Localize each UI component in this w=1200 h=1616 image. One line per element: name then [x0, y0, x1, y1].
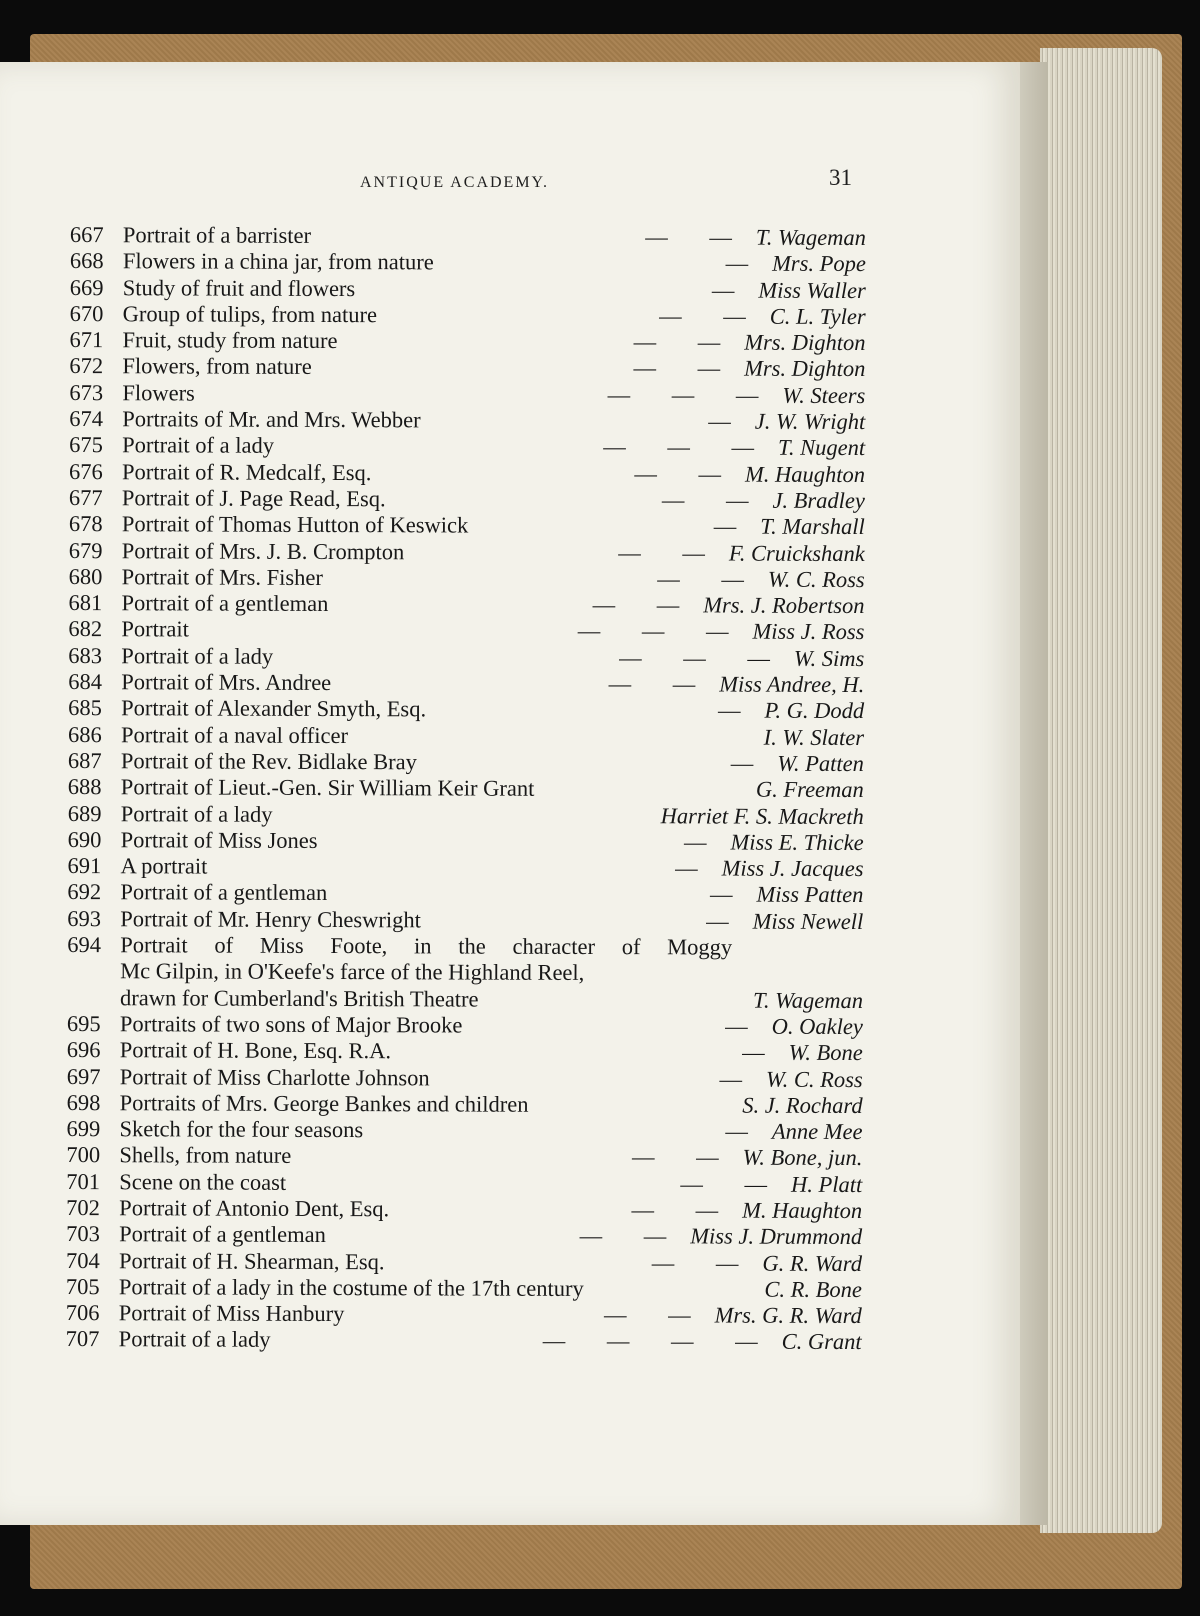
entry-dashes: — — — [577, 618, 747, 645]
entry-number: 690 [67, 826, 102, 852]
entry-dashes: — [725, 1118, 766, 1144]
entry-number: 676 [68, 458, 103, 484]
entry-title: Portrait of Mrs. J. B. Crompton [121, 537, 405, 564]
entry-number: 677 [68, 484, 103, 511]
entry-number: 668 [69, 248, 104, 274]
entry-number: 688 [67, 774, 102, 800]
entry-title-line-1 [120, 932, 732, 961]
entry-number: 692 [67, 879, 102, 905]
entry-dashes: — [683, 829, 725, 855]
entry-title: Portrait of a lady [122, 432, 275, 459]
entry-number: 683 [68, 642, 103, 668]
entry-dashes: — [713, 513, 755, 539]
catalogue-entry-694 [67, 932, 863, 1014]
entry-artist: M. Haughton [744, 461, 866, 487]
catalogue-entry [67, 853, 863, 882]
entry-number: 667 [69, 222, 104, 248]
entry-artist: Miss J. Jacques [721, 855, 864, 882]
entry-dashes: — — [633, 355, 739, 382]
entry-dashes: — [725, 1013, 766, 1039]
entry-title: Study of fruit and flowers [122, 274, 356, 301]
entry-artist: Miss Waller [758, 277, 866, 303]
entry-title: Portrait of Miss Charlotte Johnson [119, 1063, 430, 1090]
catalogue-entry [69, 564, 865, 593]
entry-number: 685 [68, 695, 102, 721]
catalogue-entry [67, 1037, 863, 1066]
entry-dashes: — — [680, 1171, 786, 1197]
entry-title: Portraits of two sons of Major Brooke [119, 1011, 463, 1038]
catalogue-entry [68, 643, 864, 672]
entry-artist: Miss Newell [752, 908, 864, 934]
entry-dashes: — — [618, 539, 723, 566]
entry-artist: Mrs. Pope [772, 250, 866, 277]
entry-artist: H. Platt [791, 1171, 863, 1197]
entry-dashes: — [711, 277, 753, 303]
entry-dashes: — — [579, 1223, 685, 1249]
entry-title-word: Portrait [120, 932, 188, 958]
entry-title-word: Moggy [667, 934, 733, 960]
entry-title: Portrait of Antonio Dent, Esq. [119, 1195, 390, 1222]
catalogue-entry [68, 695, 864, 724]
entry-dashes: — — [608, 671, 714, 697]
catalogue-entry [66, 1116, 862, 1145]
entry-title: Portrait of Mrs. Fisher [121, 564, 323, 590]
catalogue-entry [69, 406, 865, 435]
entry-artist: W. Bone, jun. [742, 1144, 863, 1171]
catalogue-list [66, 222, 866, 1356]
entry-number: 707 [65, 1326, 100, 1352]
entry-number: 684 [68, 669, 103, 695]
entry-dashes: — — [659, 303, 764, 329]
entry-dashes: — [709, 881, 751, 908]
catalogue-entry [69, 459, 865, 488]
catalogue-entry [68, 774, 864, 803]
entry-number: 700 [66, 1142, 101, 1168]
entry-number: 674 [69, 406, 104, 432]
entry-title: Portrait of Thomas Hutton of Keswick [121, 511, 469, 538]
page-edges [1040, 48, 1162, 1533]
entry-number: 672 [69, 353, 104, 379]
page-number: 31 [829, 165, 852, 190]
entry-number: 691 [67, 853, 102, 879]
entry-number: 675 [69, 432, 103, 458]
entry-title: Portrait of Lieut.-Gen. Sir William Keir Grant [120, 774, 535, 802]
entry-artist: W. Bone [788, 1039, 863, 1066]
entry-number: 696 [66, 1037, 101, 1063]
entry-artist: Miss J. Drummond [690, 1223, 863, 1250]
entry-title: Portrait of a gentleman [121, 590, 329, 617]
entry-title: Portrait of H. Bone, Esq. R.A. [119, 1037, 392, 1064]
entry-dashes: — — [592, 592, 698, 618]
running-head: ANTIQUE ACADEMY. [360, 174, 550, 191]
entry-artist: T. Nugent [777, 435, 866, 461]
entry-artist: Miss Andree, H. [719, 671, 865, 698]
entry-number: 678 [68, 511, 103, 537]
entry-dashes: — — [661, 487, 767, 513]
catalogue-entry [70, 248, 866, 277]
entry-dashes: — [719, 1066, 761, 1092]
catalogue-entry [66, 1274, 862, 1303]
entry-artist: S. J. Rochard [742, 1092, 863, 1118]
entry-artist: J. Bradley [772, 487, 865, 514]
entry-title: Portrait of Miss Jones [120, 827, 318, 853]
catalogue-entry [68, 748, 864, 777]
entry-dashes: — — [634, 460, 740, 487]
entry-title: Portrait of a barrister [122, 222, 312, 248]
entry-title-word: in [414, 933, 432, 959]
entry-title: Portrait of H. Shearman, Esq. [118, 1247, 385, 1274]
entry-number: 701 [66, 1168, 101, 1194]
catalogue-entry [68, 722, 864, 751]
entry-artist: W. C. Ross [767, 566, 865, 592]
entry-title: Portrait of a lady [120, 800, 273, 827]
entry-title: Portrait of Miss Hanbury [118, 1300, 345, 1327]
entry-title: Portrait of R. Medcalf, Esq. [121, 458, 372, 485]
entry-artist: Harriet F. S. Mackreth [660, 802, 864, 829]
catalogue-entry [67, 1063, 863, 1092]
entry-artist: G. R. Ward [762, 1250, 863, 1276]
catalogue-entry [69, 432, 865, 461]
entry-title: Portrait of a lady [118, 1326, 271, 1353]
entry-artist: Miss Patten [756, 882, 864, 908]
entry-title: Portrait of a lady [121, 642, 274, 669]
entry-artist: T. Wageman [755, 224, 866, 251]
catalogue-entry [66, 1142, 862, 1171]
catalogue-entry [66, 1300, 862, 1329]
entry-artist: T. Wageman [752, 987, 864, 1013]
entry-title-word: of [621, 934, 641, 960]
entry-title: Flowers in a china jar, from nature [122, 248, 434, 275]
entry-title-line-3: drawn for Cumberland's British Theatre [119, 984, 479, 1012]
entry-number: 694 [67, 932, 102, 958]
catalogue-entry [70, 275, 866, 304]
entry-title-word: the [458, 933, 486, 959]
entry-artist: W. Steers [782, 382, 866, 408]
entry-number: 693 [67, 905, 102, 931]
entry-title-word: of [214, 932, 234, 958]
catalogue-entry [67, 906, 863, 935]
catalogue-entry [69, 511, 865, 540]
entry-dashes: — — — [603, 434, 773, 461]
catalogue-entry [66, 1221, 862, 1250]
entry-dashes: — — [631, 1197, 737, 1223]
catalogue-entry [66, 1248, 862, 1277]
entry-title: Flowers [122, 379, 195, 406]
entry-artist: F. Cruickshank [728, 540, 865, 566]
entry-title: Flowers, from nature [122, 353, 312, 380]
entry-title: Portrait of Mr. Henry Cheswright [120, 905, 421, 933]
entry-dashes: — — [604, 1302, 709, 1328]
entry-number: 699 [66, 1116, 101, 1142]
entry-artist: M. Haughton [742, 1197, 863, 1224]
entry-dashes: — [717, 697, 759, 723]
catalogue-entry [68, 669, 864, 698]
entry-dashes: — — [631, 1144, 737, 1170]
entry-artist: I. W. Slater [763, 724, 865, 750]
entry-number: 706 [65, 1300, 100, 1326]
catalogue-entry [69, 538, 865, 567]
catalogue-entry [67, 879, 863, 908]
entry-number: 686 [67, 721, 102, 747]
entry-number: 669 [69, 274, 104, 300]
entry-title: Portrait of the Rev. Bidlake Bray [120, 748, 417, 775]
catalogue-entry [67, 1090, 863, 1119]
entry-dashes: — — — — [542, 1328, 776, 1355]
entry-number: 679 [68, 537, 103, 563]
entry-artist: P. G. Dodd [764, 698, 865, 724]
entry-number: 673 [69, 379, 104, 405]
catalogue-entry [68, 801, 864, 830]
entry-artist: J. W. Wright [754, 408, 866, 435]
entry-number: 695 [66, 1010, 101, 1037]
entry-dashes: — [730, 750, 772, 776]
entry-title: Portrait of Mrs. Andree [121, 669, 332, 696]
entry-dashes: — — [645, 224, 750, 250]
catalogue-entry [68, 590, 864, 619]
entry-number: 687 [67, 747, 102, 774]
entry-title: Portrait [121, 616, 189, 642]
entry-title: Shells, from nature [119, 1142, 292, 1169]
entry-number: 702 [66, 1194, 101, 1221]
entry-title: Sketch for the four seasons [119, 1116, 364, 1143]
entry-dashes: — [706, 908, 747, 934]
entry-artist: T. Marshall [760, 513, 865, 540]
entry-artist: Mrs. Dighton [744, 329, 866, 356]
entry-dashes: — [708, 408, 749, 434]
entry-artist: O. Oakley [771, 1013, 863, 1039]
catalogue-entry [69, 485, 865, 514]
entry-title-word: Foote, [330, 933, 388, 959]
entry-title: Portraits of Mrs. George Bankes and children [119, 1089, 529, 1117]
entry-dashes: — — [657, 566, 762, 592]
catalogue-entry [67, 1011, 863, 1040]
entry-artist: Mrs. Dighton [744, 356, 866, 382]
entry-title: Portrait of a gentleman [119, 1221, 326, 1248]
entry-artist: Miss J. Ross [752, 619, 865, 645]
entry-title: Portrait of a gentleman [120, 879, 328, 906]
catalogue-entry [68, 616, 864, 645]
entry-number: 681 [68, 590, 103, 616]
entry-artist: W. C. Ross [765, 1066, 863, 1092]
entry-number: 704 [65, 1247, 100, 1273]
entry-artist: C. R. Bone [764, 1276, 862, 1302]
entry-dashes: — [742, 1039, 783, 1065]
entry-artist: Miss E. Thicke [730, 829, 864, 855]
entry-artist: Anne Mee [771, 1118, 863, 1145]
entry-title-line-2: Mc Gilpin, in O'Keefe's farce of the Highland Reel, [120, 958, 585, 986]
entry-dashes: — — [633, 329, 739, 355]
entry-title-word: character [512, 933, 596, 960]
entry-dashes: — — — [619, 644, 788, 671]
catalogue-entry [69, 380, 865, 409]
entry-artist: W. Sims [793, 645, 865, 671]
entry-title: Group of tulips, from nature [122, 301, 378, 328]
entry-dashes: — — [651, 1249, 757, 1276]
entry-artist: C. L. Tyler [769, 303, 866, 329]
catalogue-entry [70, 301, 866, 330]
entry-title: Portrait of J. Page Read, Esq. [121, 485, 386, 512]
entry-title: Portrait of Alexander Smyth, Esq. [121, 695, 427, 722]
entry-dashes: — [725, 250, 767, 276]
entry-number: 689 [67, 800, 102, 826]
entry-title: Scene on the coast [119, 1168, 287, 1195]
catalogue-entry [66, 1195, 862, 1224]
entry-dashes: — [675, 855, 716, 881]
entry-artist: Mrs. G. R. Ward [714, 1302, 862, 1329]
entry-number: 698 [66, 1089, 101, 1115]
entry-number: 680 [68, 563, 103, 589]
catalogue-entry [66, 1169, 862, 1198]
catalogue-entry [69, 327, 865, 356]
entry-artist: Mrs. J. Robertson [703, 592, 865, 619]
entry-artist: C. Grant [781, 1329, 862, 1355]
entry-number: 703 [66, 1221, 100, 1247]
entry-number: 682 [68, 616, 103, 642]
entry-title: Portrait of a naval officer [120, 721, 349, 748]
entry-dashes: — — — [607, 381, 777, 408]
entry-artist: G. Freeman [755, 776, 864, 803]
entry-title: Portraits of Mr. and Mrs. Webber [122, 406, 421, 433]
entry-title: A portrait [120, 853, 208, 879]
catalogue-entry [66, 1326, 862, 1355]
entry-number: 697 [66, 1063, 101, 1089]
entry-title: Portrait of a lady in the costume of the 17th century [118, 1274, 584, 1301]
entry-number: 705 [65, 1273, 100, 1299]
entry-number: 671 [69, 327, 104, 353]
entry-number: 670 [69, 300, 104, 327]
entry-title-word: Miss [259, 932, 304, 958]
catalogue-entry [70, 222, 866, 251]
catalogue-entry [69, 353, 865, 382]
catalogue-entry [68, 827, 864, 856]
entry-artist: W. Patten [777, 750, 864, 776]
entry-title: Fruit, study from nature [122, 327, 338, 354]
